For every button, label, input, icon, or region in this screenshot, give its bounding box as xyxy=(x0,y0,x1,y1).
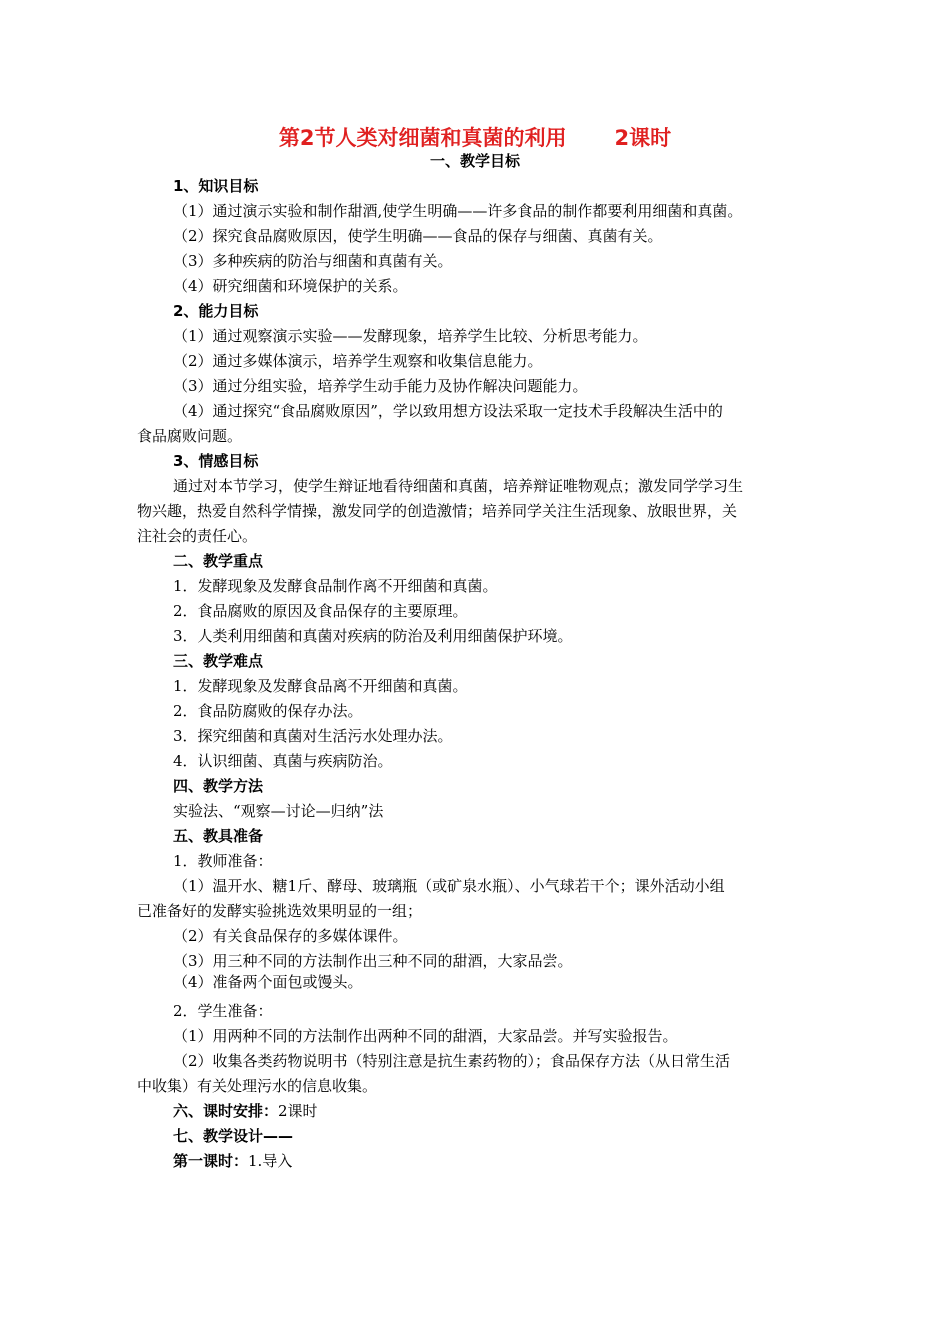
text-line: （3）多种疾病的防治与细菌和真菌有关。 xyxy=(173,252,453,270)
section-heading-methods: 四、教学方法 xyxy=(173,777,264,795)
text-line: （2）有关食品保存的多媒体课件。 xyxy=(173,927,408,945)
list-item: 2．食品防腐败的保存办法。 xyxy=(173,702,363,720)
list-item: 3．人类利用细菌和真菌对疾病的防治及利用细菌保护环境。 xyxy=(173,627,573,645)
text-line: 1．教师准备： xyxy=(173,852,273,870)
text-line: （1）通过观察演示实验——发酵现象，培养学生比较、分析思考能力。 xyxy=(173,327,648,345)
text-line: （3）通过分组实验，培养学生动手能力及协作解决问题能力。 xyxy=(173,377,588,395)
subheading-emotion: 3、情感目标 xyxy=(173,452,259,470)
list-item: 4．认识细菌、真菌与疾病防治。 xyxy=(173,752,393,770)
text-line: 中收集）有关处理污水的信息收集。 xyxy=(137,1077,378,1095)
text-line: 已准备好的发酵实验挑选效果明显的一组； xyxy=(137,902,423,920)
text-line: 通过对本节学习，使学生辩证地看待细菌和真菌，培养辩证唯物观点；激发同学学习生 xyxy=(173,477,744,495)
text-line: （2）通过多媒体演示，培养学生观察和收集信息能力。 xyxy=(173,352,543,370)
title-lessons: 2课时 xyxy=(614,126,672,150)
subheading-knowledge: 1、知识目标 xyxy=(173,177,259,195)
document-title xyxy=(0,122,950,152)
text-line: 实验法、“观察—讨论—归纳”法 xyxy=(173,802,384,820)
list-item: 3．探究细菌和真菌对生活污水处理办法。 xyxy=(173,727,453,745)
text-line: （2）探究食品腐败原因，使学生明确——食品的保存与细菌、真菌有关。 xyxy=(173,227,663,245)
lesson-one-line xyxy=(173,1149,292,1173)
lesson-one-intro: 1.导入 xyxy=(248,1152,293,1170)
list-item: 1．发酵现象及发酵食品制作离不开细菌和真菌。 xyxy=(173,577,498,595)
text-line: （1）通过演示实验和制作甜酒,使学生明确——许多食品的制作都要利用细菌和真菌。 xyxy=(173,202,743,220)
text-line: （1）用两种不同的方法制作出两种不同的甜酒，大家品尝。并写实验报告。 xyxy=(173,1027,678,1045)
section-heading-design: 七、教学设计—— xyxy=(173,1127,294,1145)
text-line: （3）用三种不同的方法制作出三种不同的甜酒，大家品尝。 xyxy=(173,952,573,970)
text-line: 物兴趣，热爱自然科学情操，激发同学的创造激情；培养同学关注生活现象、放眼世界，关 xyxy=(137,502,738,520)
text-line: （1）温开水、糖1斤、酵母、玻璃瓶（或矿泉水瓶）、小气球若干个；课外活动小组 xyxy=(173,877,725,895)
schedule-line xyxy=(173,1099,318,1123)
text-line: 注社会的责任心。 xyxy=(137,527,258,545)
section-heading-materials: 五、教具准备 xyxy=(173,827,264,845)
text-line: （4）准备两个面包或馒头。 xyxy=(173,973,363,991)
schedule-value: 2课时 xyxy=(278,1102,318,1120)
text-line: 食品腐败问题。 xyxy=(137,427,243,445)
text-line: （4）研究细菌和环境保护的关系。 xyxy=(173,277,408,295)
list-item: 1．发酵现象及发酵食品离不开细菌和真菌。 xyxy=(173,677,468,695)
section-heading-schedule: 六、课时安排： xyxy=(173,1102,279,1120)
text-line: （4）通过探究“食品腐败原因”，学以致用想方设法采取一定技术手段解决生活中的 xyxy=(173,402,723,420)
list-item: 2．食品腐败的原因及食品保存的主要原理。 xyxy=(173,602,468,620)
subheading-ability: 2、能力目标 xyxy=(173,302,259,320)
title-main: 第2节人类对细菌和真菌的利用 xyxy=(278,126,567,150)
text-line: 2．学生准备： xyxy=(173,1002,273,1020)
section-heading-difficulties: 三、教学难点 xyxy=(173,652,264,670)
section-heading-key-points: 二、教学重点 xyxy=(173,552,264,570)
section-heading-objectives: 一、教学目标 xyxy=(429,152,520,170)
text-line: （2）收集各类药物说明书（特别注意是抗生素药物的）；食品保存方法（从日常生活 xyxy=(173,1052,731,1070)
lesson-one-label: 第一课时： xyxy=(173,1152,249,1170)
